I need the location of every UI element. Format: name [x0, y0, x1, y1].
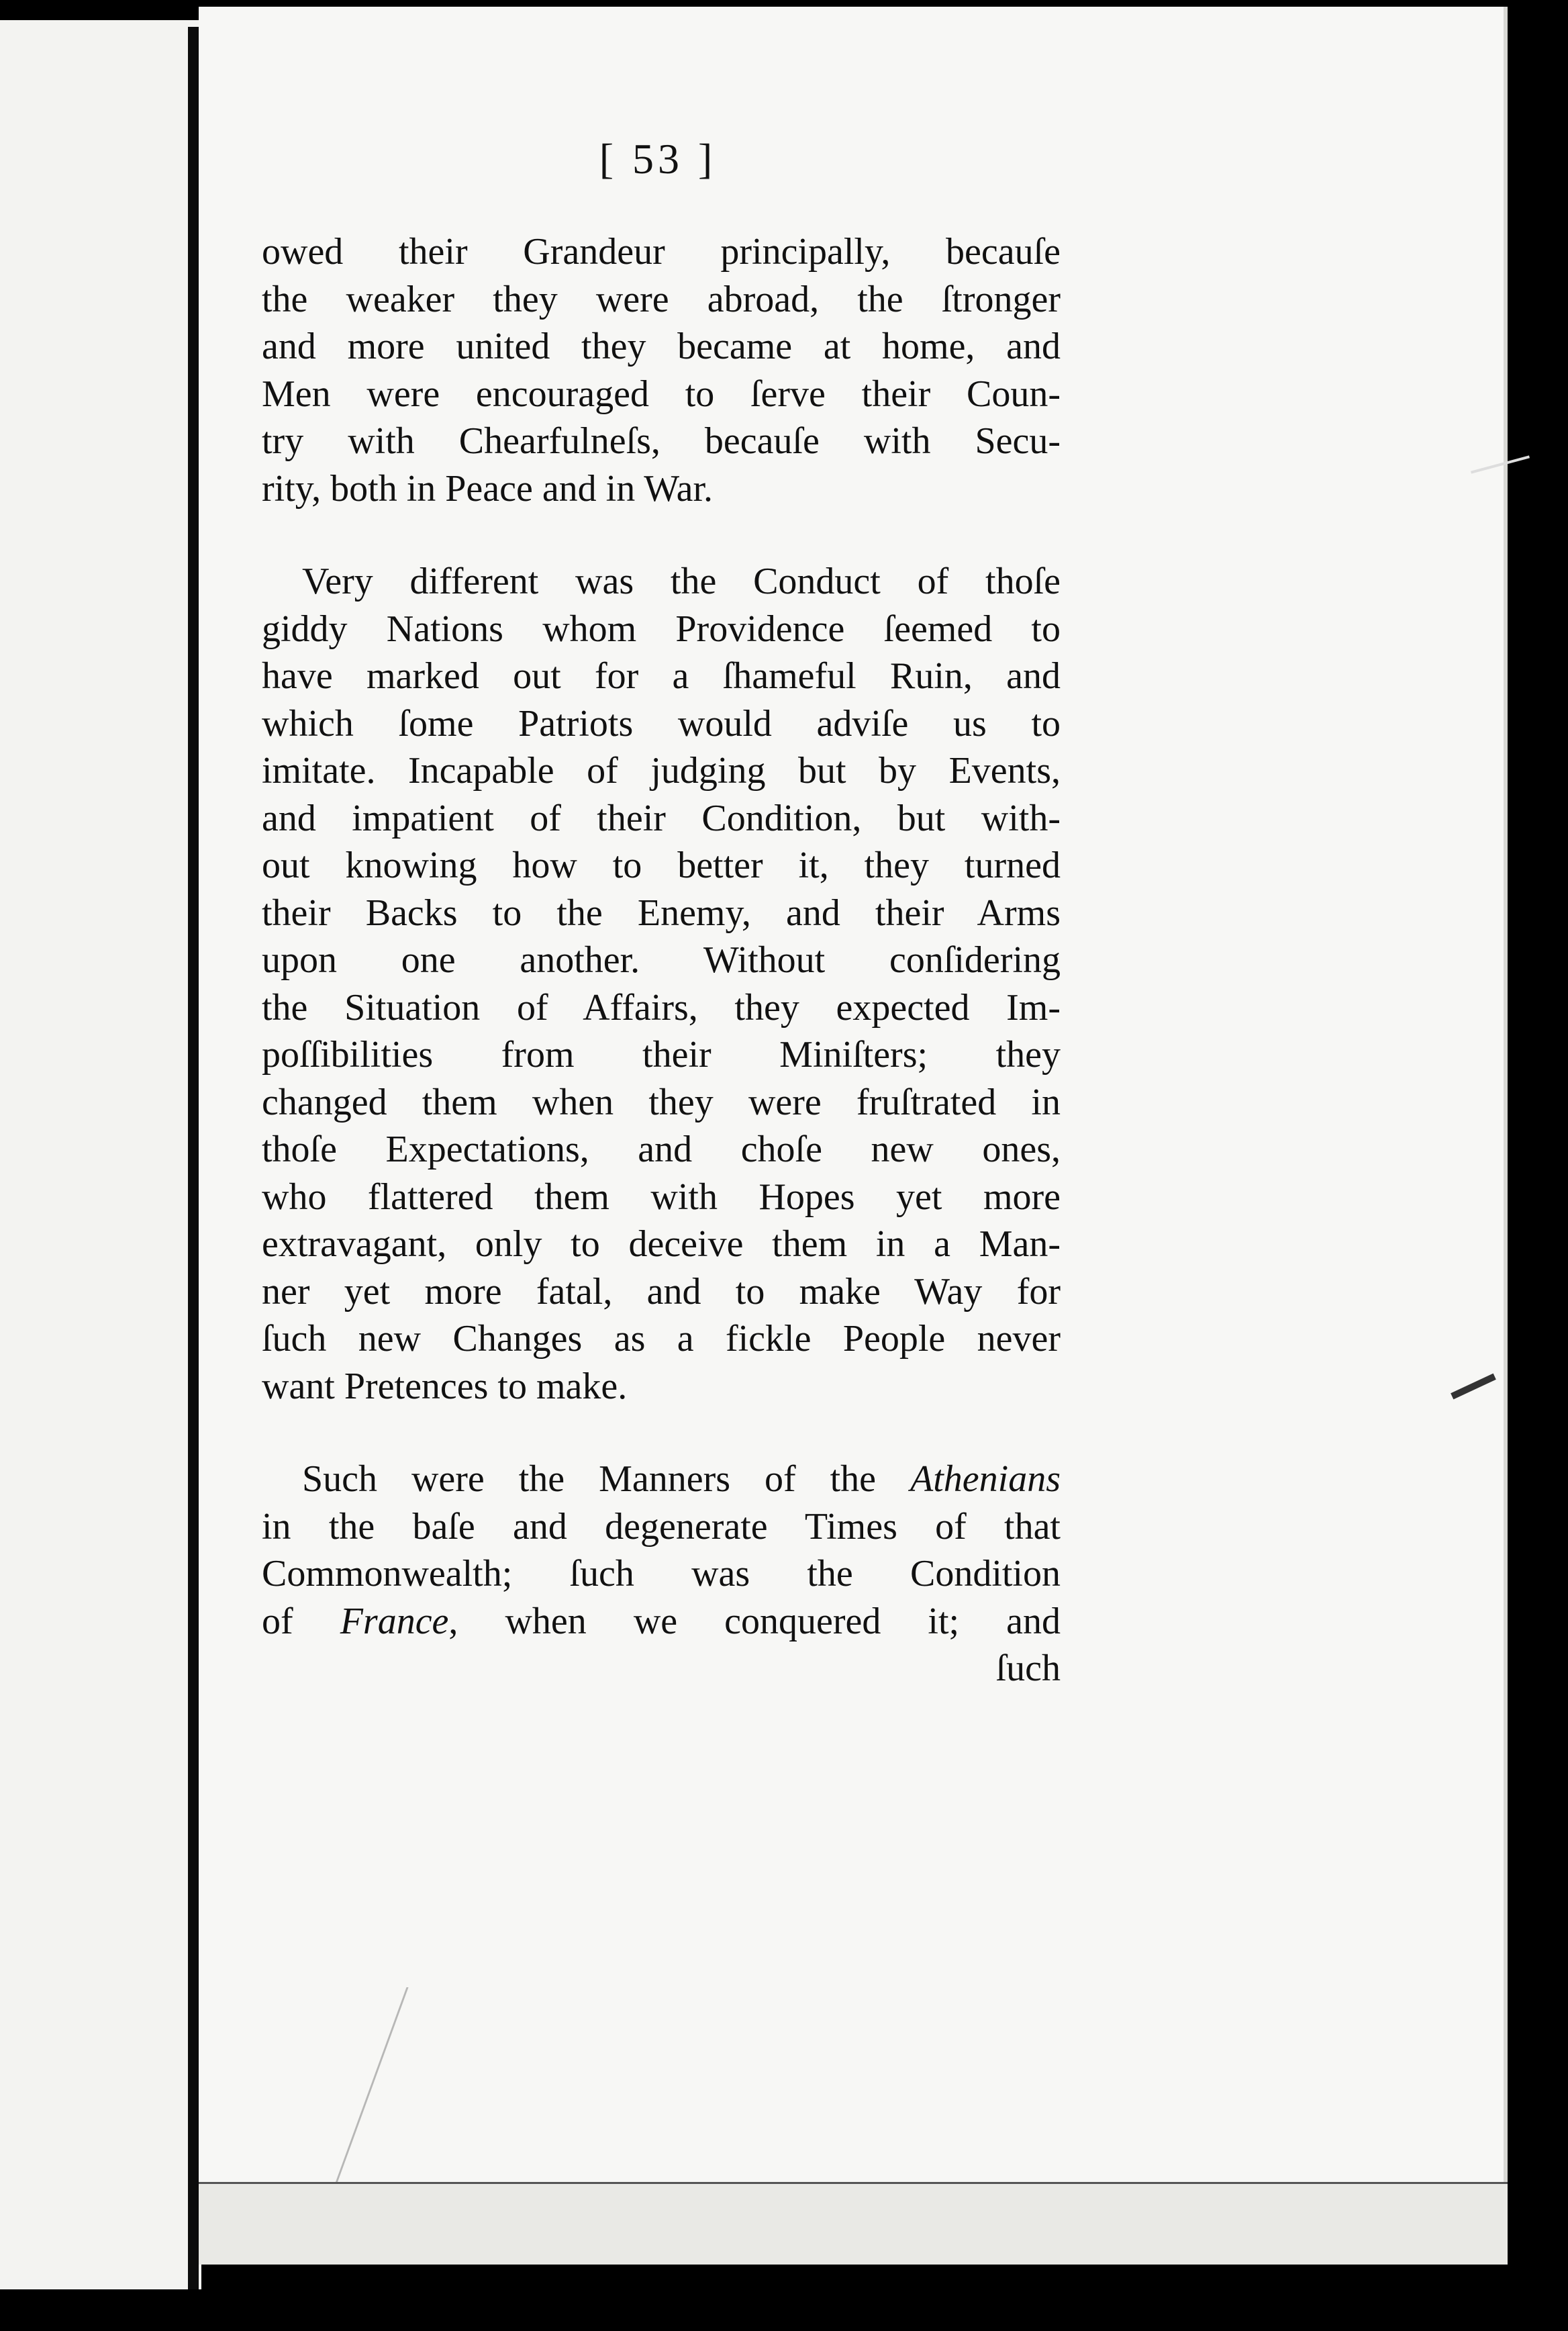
left-line	[46, 497, 201, 544]
text-line: the weaker they were abroad, the ſtronger	[262, 278, 1061, 320]
text-line: poſſibilities from their Miniſters; they	[262, 1034, 1061, 1076]
left-line	[46, 873, 201, 920]
left-gap	[0, 1625, 113, 1665]
left-line	[46, 1155, 201, 1202]
text-run: of	[262, 1600, 340, 1642]
page-bottom-edge	[199, 2182, 1508, 2265]
left-line	[46, 1296, 201, 1343]
left-line	[46, 1014, 201, 1061]
left-line	[46, 685, 201, 732]
text-line: thoſe Expectations, and choſe new ones,	[262, 1129, 1061, 1170]
left-line	[46, 920, 201, 967]
text-line: Commonwealth; ſuch was the Condition	[262, 1553, 1061, 1595]
text-line: which ſome Patriots would adviſe us to	[262, 702, 1061, 745]
text-line: extravagant, only to deceive them in a Man-	[262, 1223, 1061, 1265]
left-line	[46, 591, 201, 638]
paragraph-gap	[262, 1410, 1061, 1456]
catchword: ſuch	[995, 1648, 1061, 1689]
italic-name-athenians: Athenians	[910, 1458, 1061, 1500]
text-line: giddy Nations whom Providence ſeemed to	[262, 608, 1061, 650]
text-line: out knowing how to better it, they turned	[262, 845, 1061, 886]
text-line: rity, both in Peace and in War.	[262, 467, 713, 510]
text-line: ſuch new Changes as a fickle People never	[262, 1318, 1061, 1360]
left-line	[46, 1108, 201, 1155]
left-line	[46, 826, 201, 873]
left-line	[46, 1712, 201, 1759]
left-line	[46, 779, 201, 826]
left-page-text	[0, 450, 113, 1853]
text-line: owed their Grandeur principally, becauſe	[262, 231, 1061, 273]
left-line	[46, 1390, 201, 1437]
left-line	[46, 1531, 201, 1578]
text-line	[262, 1598, 1061, 1646]
text-line: ner yet more fatal, and to make Way for	[262, 1270, 1061, 1313]
left-line	[46, 450, 201, 497]
body-text	[262, 228, 1061, 1693]
text-line: try with Chearfulneſs, becauſe with Secu-	[262, 420, 1061, 462]
left-line	[46, 1578, 201, 1625]
left-facing-page	[0, 20, 201, 2289]
left-line	[46, 1484, 201, 1531]
text-line: changed them when they were fruſtrated in	[262, 1081, 1061, 1123]
book-gutter	[188, 27, 199, 2289]
text-line: Men were encouraged to ſerve their Coun-	[262, 373, 1061, 415]
left-line	[46, 1343, 201, 1390]
left-line	[46, 1759, 201, 1806]
left-line	[46, 1665, 201, 1712]
text-line: Very different was the Conduct of thoſe	[302, 561, 1061, 602]
text-run: Such were the Manners of the	[302, 1458, 911, 1500]
left-line	[46, 1437, 201, 1484]
left-line	[46, 1061, 201, 1108]
text-line: and more united they became at home, and	[262, 326, 1061, 367]
text-line: in the baſe and degenerate Times of that	[262, 1505, 1061, 1548]
text-line: upon one another. Without conſidering	[262, 939, 1061, 981]
paragraph-3	[262, 1456, 1061, 1693]
text-line: and impatient of their Condition, but with-	[262, 797, 1061, 839]
left-line	[46, 732, 201, 779]
left-line	[46, 638, 201, 685]
paragraph-gap	[262, 512, 1061, 558]
text-line: have marked out for a ſhameful Ruin, and	[262, 655, 1061, 697]
text-run: , when we conquered it; and	[448, 1600, 1061, 1642]
left-line	[46, 1806, 201, 1853]
left-line	[46, 1249, 201, 1296]
text-line: the Situation of Affairs, they expected Im-	[262, 986, 1061, 1029]
left-line	[46, 1202, 201, 1249]
text-line: want Pretences to make.	[262, 1365, 628, 1407]
left-line	[46, 544, 201, 591]
text-line: imitate. Incapable of judging but by Events,	[262, 750, 1061, 792]
text-line: their Backs to the Enemy, and their Arms	[262, 892, 1061, 934]
text-line	[262, 1456, 1061, 1503]
page-number: [ 53 ]	[599, 135, 717, 183]
italic-name-france: France	[340, 1600, 449, 1642]
text-line: who flattered them with Hopes yet more	[262, 1176, 1061, 1218]
paragraph-2	[262, 558, 1061, 1410]
paragraph-1	[262, 228, 1061, 512]
left-line	[46, 967, 201, 1014]
